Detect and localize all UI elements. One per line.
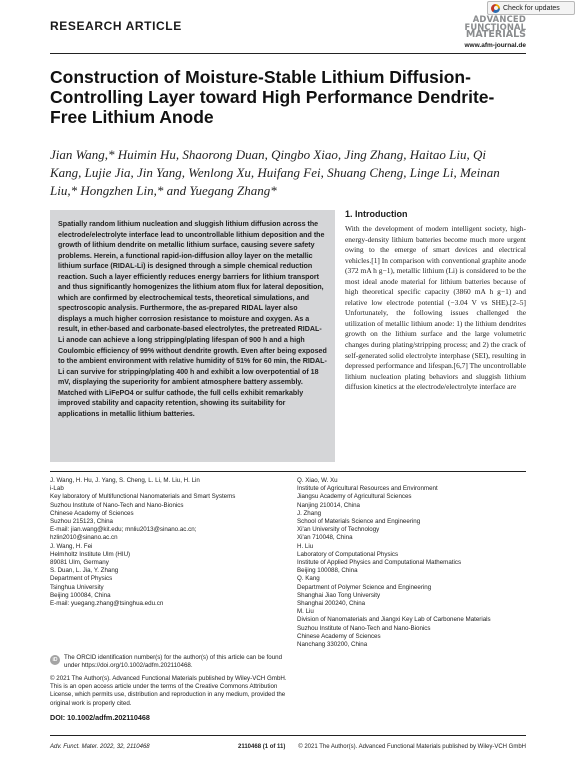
crossmark-icon [491,4,500,13]
footer-copyright: © 2021 The Author(s). Advanced Functional Materials published by Wiley-VCH GmbH [298,744,526,750]
affiliations-rule [50,471,526,472]
author-list: Jian Wang,* Huimin Hu, Shaorong Duan, Qingbo Xiao, Jing Zhang, Haitao Liu, Qi Kang, Lujie Jia, Jin Yang, Wenlong Xu, Huifang Fei, Shuang Cheng, Linge Li, Meinan Liu,* Hongzhen Lin,* and Yuegang Zhang* [50,147,500,198]
footer-rule [50,735,526,736]
check-for-updates-label: Check for updates [503,4,560,12]
abstract-text: Spatially random lithium nucleation and sluggish lithium diffusion across the electrode/electrolyte interface lead to uncontrollable lithium deposition and the growth of lithium dendrite on metallic lithium surface, causing severe safety problems. Herein, a functional rapid-ion-diffusion alloy layer on the metallic lithium surface (RIDAL-Li) is designed through a simple chemical reduction reaction. Such a layer efficiently reduces energy barriers for lithium transport and thus significantly homogenizes the lithium atom flux for lateral deposition, which are confirmed by electrochemical tests, theoretical simulations, and spectroscopic analysis. Furthermore, the as-prepared RIDAL layer also displays a much higher corrosion resistance to moisture and oxygen. As a result, in ether-based and carbonate-based electrolytes, the pretreated RIDAL-Li anode can achieve a long stripping/plating lifespan of 900 h and a high Coulombic efficiency of 99% without dendrite growth. Even after being exposed to the ambient environment with relative humidity of 51% for 60 min, the RIDAL-Li can survive for stripping/plating 400 h and exhibit a low overpotential of 18 mV, displaying the superiority for ambient atmosphere battery assembly. Matched with LiFePO4 or sulfur cathode, the full cells exhibit remarkably improved stability and capacity retention, showing its suitability for applications in metallic lithium batteries. [58,220,327,418]
journal-logo [465,15,526,39]
journal-url[interactable]: www.afm-journal.de [464,42,526,49]
journal-logo-line3: MATERIALS [465,29,526,40]
footer-page-number: 2110468 (1 of 11) [238,744,286,750]
abstract-box [50,210,335,462]
orcid-note [50,654,290,670]
orcid-note-text[interactable]: The ORCID identification number(s) for the author(s) of this article can be found under https://doi.org/10.1002/adfm.202110468. [64,654,283,670]
doi-link[interactable]: DOI: 10.1002/adfm.202110468 [50,713,150,722]
affiliations-right: Q. Xiao, W. Xu Institute of Agricultural Resources and Environment Jiangsu Academy of Agricultural Sciences Nanjing 210014, China J. Zhang School of Materials Science and Engineering Xi'an University of Technology Xi'an 710048, China H. Liu Laboratory of Computational Physics Institute of Applied Physics and Computational Mathematics Beijing 100088, China Q. Kang Department of Polymer Science and Engineering Shanghai Jiao Tong University Shanghai 200240, China M. Liu Division of Nanomaterials and Jiangxi Key Lab of Carbonene Materials Suzhou Institute of Nano-Tech and Nano-Bionics Chinese Academy of Sciences Nanchang 330200, China [297,477,491,649]
introduction-heading: 1. Introduction [345,209,408,219]
journal-logo-line2: FUNCTIONAL [464,22,526,32]
license-text: © 2021 The Author(s). Advanced Functional Materials published by Wiley-VCH GmbH. This is an open access article under the terms of the Creative Commons Attribution License, which permits use, distribution and reproduction in any medium, provided the original work is properly cited. [50,675,287,707]
article-type: RESEARCH ARTICLE [50,19,182,33]
article-title: Construction of Moisture-Stable Lithium Diffusion-Controlling Layer toward High Performance Dendrite-Free Lithium Anode [50,67,495,127]
introduction-text: With the development of modern intelligent society, high-energy-density lithium batteries become much more urgent owing to the emerge of smart devices and electrical vehicles.[1] In comparison with conventional graphite anode (372 mA h g−1), metallic lithium (Li) is considered to be the most ideal anode material for lithium batteries because of high theoretical specific capacity (3860 mA h g−1) and relative low electrode potential (−3.04 V vs SHE).[2–5] Unfortunately, the following issues challenged the utilization of metallic lithium anode: 1) the lithium dendrites growth on the lithium surface and the large volumetric changes during plating/stripping process; and 2) the crack of self-generated solid electrolyte interphase (SEI), resulting in depressed performance and lifespan.[6,7] The uncontrollable lithium nucleation plating behaviors and sluggish lithium diffusion kinetics at the electrode/electrolyte interface are [345,224,526,392]
orcid-icon: iD [50,655,60,665]
check-for-updates-button[interactable] [487,1,575,15]
header-rule [50,53,526,54]
journal-logo-line1: ADVANCED [472,14,526,24]
affiliations-left: J. Wang, H. Hu, J. Yang, S. Cheng, L. Li, M. Liu, H. Lin i-Lab Key laboratory of Multifunctional Nanomaterials and Smart Systems Suzhou Institute of Nano-Tech and Nano-Bionics Chinese Academy of Sciences Suzhou 215123, China E-mail: jian.wang@kit.edu; mnliu2013@sinano.ac.cn; hzlin2010@sinano.ac.cn J. Wang, H. Fei Helmholtz Institute Ulm (HIU) 89081 Ulm, Germany S. Duan, L. Jia, Y. Zhang Department of Physics Tsinghua University Beijing 100084, China E-mail: yuegang.zhang@tsinghua.edu.cn [50,477,236,608]
footer-citation: Adv. Funct. Mater. 2022, 32, 2110468 [50,744,150,750]
